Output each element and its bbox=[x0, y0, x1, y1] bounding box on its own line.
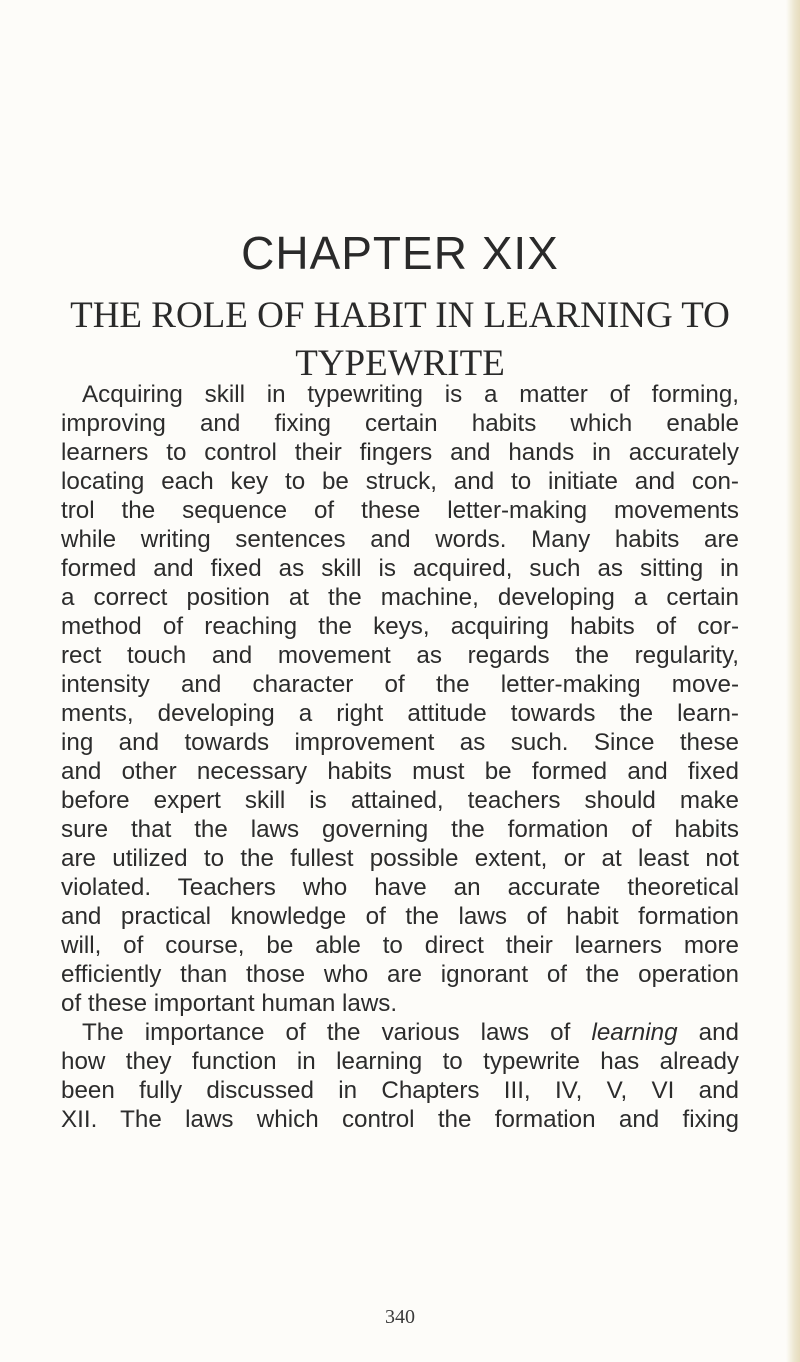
text-line: sure that the laws governing the formation of habits bbox=[61, 816, 739, 843]
text-line: a correct position at the machine, developing a certain bbox=[61, 584, 739, 611]
text-line: been fully discussed in Chapters III, IV, V, VI and bbox=[61, 1077, 739, 1104]
text-line: Acquiring skill in typewriting is a matter of forming, bbox=[82, 381, 739, 408]
text-line: will, of course, be able to direct their learners more bbox=[61, 932, 739, 959]
text-segment: and bbox=[698, 1019, 739, 1046]
text-line: how they function in learning to typewrite has already bbox=[61, 1048, 739, 1075]
text-line: intensity and character of the letter-making move- bbox=[61, 671, 739, 698]
text-line: formed and fixed as skill is acquired, such as sitting in bbox=[61, 555, 739, 582]
text-line: efficiently than those who are ignorant of the operation bbox=[61, 961, 739, 988]
chapter-title-line: TYPEWRITE bbox=[295, 343, 505, 384]
text-line: trol the sequence of these letter-making movements bbox=[61, 497, 739, 524]
chapter-title-line: THE ROLE OF HABIT IN LEARNING TO bbox=[70, 295, 730, 336]
text-line: and practical knowledge of the laws of habit formation bbox=[61, 903, 739, 930]
text-line: before expert skill is attained, teachers should make bbox=[61, 787, 739, 814]
text-line: ing and towards improvement as such. Since these bbox=[61, 729, 739, 756]
text-line: while writing sentences and words. Many habits are bbox=[61, 526, 739, 553]
text-line: violated. Teachers who have an accurate theoretical bbox=[61, 874, 739, 901]
text-line: locating each key to be struck, and to initiate and con- bbox=[61, 468, 739, 495]
body-text bbox=[61, 380, 739, 1134]
text-line: improving and fixing certain habits which enable bbox=[61, 410, 739, 437]
text-line: XII. The laws which control the formation and fixing bbox=[61, 1106, 739, 1133]
text-line: and other necessary habits must be formed and fixed bbox=[61, 758, 739, 785]
text-line: are utilized to the fullest possible extent, or at least not bbox=[61, 845, 739, 872]
text-line: rect touch and movement as regards the regularity, bbox=[61, 642, 739, 669]
text-segment: The importance of the various laws of bbox=[82, 1019, 571, 1046]
text-line: learners to control their fingers and hands in accurately bbox=[61, 439, 739, 466]
text-line bbox=[61, 1018, 739, 1047]
emphasis-learning: learning bbox=[591, 1019, 678, 1046]
page-number: 340 bbox=[385, 1306, 415, 1328]
text-line: method of reaching the keys, acquiring habits of cor- bbox=[61, 613, 739, 640]
chapter-title bbox=[60, 292, 740, 388]
chapter-heading: CHAPTER XIX bbox=[241, 227, 559, 279]
page-edge bbox=[786, 0, 800, 1362]
text-line: of these important human laws. bbox=[61, 990, 398, 1017]
text-line: ments, developing a right attitude towards the learn- bbox=[61, 700, 739, 727]
